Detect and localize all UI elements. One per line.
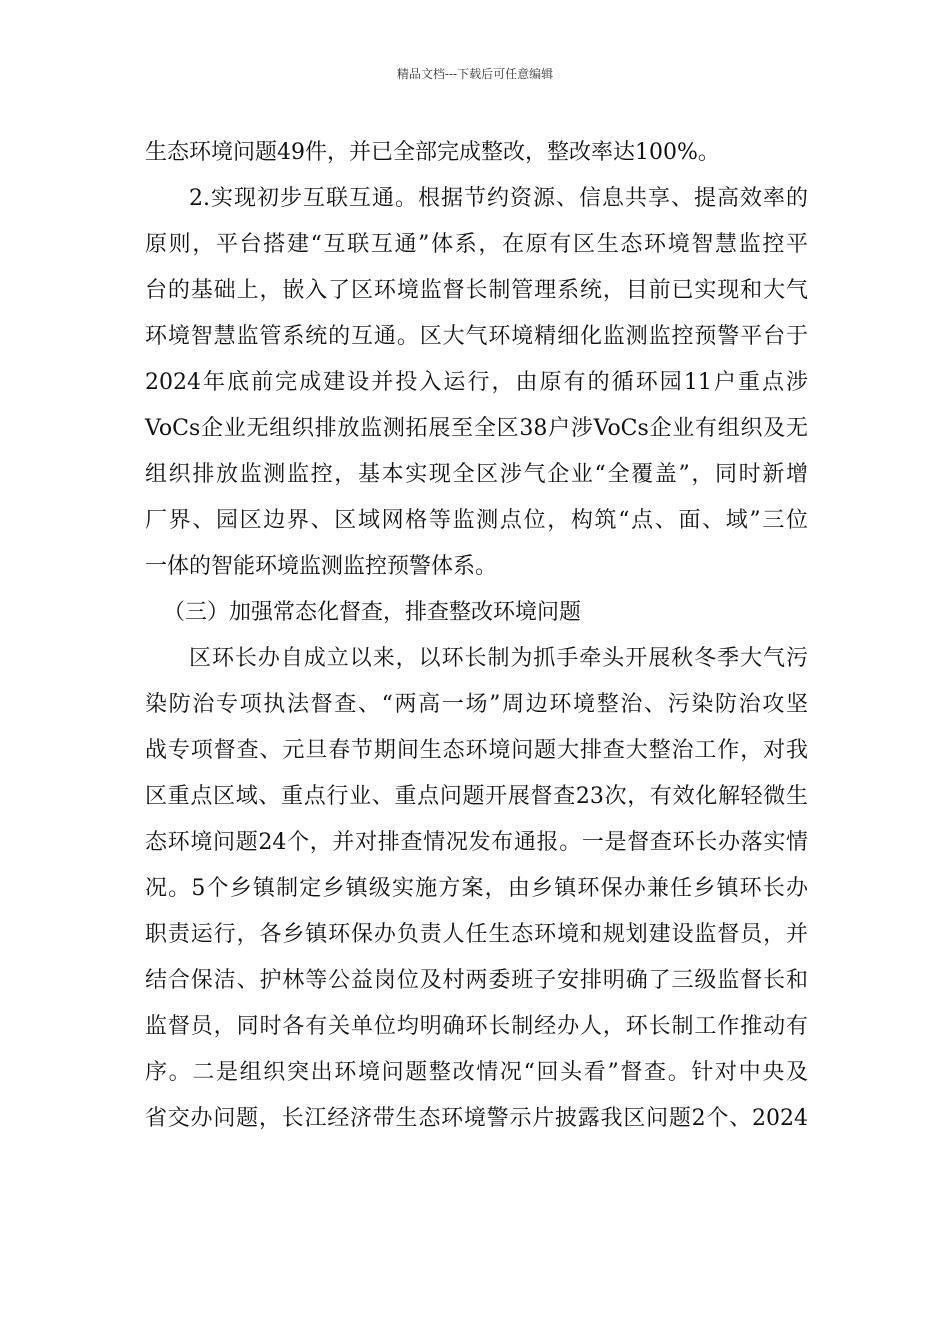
paragraph-line: 2.实现初步互联互通。根据节约资源、信息共享、提高效率的 xyxy=(189,186,808,211)
paragraph-line: 原则，平台搭建“互联互通”体系，在原有区生态环境智慧监控平 xyxy=(145,232,808,257)
section-heading: （三）加强常态化督查，排查整改环境问题 xyxy=(163,600,582,625)
paragraph-line: 区环长办自成立以来，以环长制为抓手牵头开展秋冬季大气污 xyxy=(189,646,808,671)
paragraph-line: 况。5个乡镇制定乡镇级实施方案，由乡镇环保办兼任乡镇环长办 xyxy=(145,876,808,901)
paragraph-line: 生态环境问题49件，并已全部完成整改，整改率达100%。 xyxy=(145,140,720,165)
paragraph-line: 2024年底前完成建设并投入运行，由原有的循环园11户重点涉 xyxy=(145,370,808,395)
paragraph-line: 环境智慧监管系统的互通。区大气环境精细化监测监控预警平台于 xyxy=(145,324,808,349)
paragraph-line: 台的基础上，嵌入了区环境监督长制管理系统，目前已实现和大气 xyxy=(145,278,808,303)
paragraph-line: 态环境问题24个，并对排查情况发布通报。一是督查环长办落实情 xyxy=(145,830,808,855)
paragraph-line: 区重点区域、重点行业、重点问题开展督查23次，有效化解轻微生 xyxy=(145,784,808,809)
paragraph-line: 厂界、园区边界、区域网格等监测点位，构筑“点、面、域”三位 xyxy=(145,508,808,533)
paragraph-line: 职责运行，各乡镇环保办负责人任生态环境和规划建设监督员，并 xyxy=(145,922,808,947)
paragraph-line: VoCs企业无组织排放监测拓展至全区38户涉VoCs企业有组织及无 xyxy=(145,416,808,441)
paragraph-line: 染防治专项执法督查、“两高一场”周边环境整治、污染防治攻坚 xyxy=(145,692,808,717)
paragraph-line: 省交办问题，长江经济带生态环境警示片披露我区问题2个、2024 xyxy=(145,1106,808,1131)
document-body xyxy=(145,130,808,1142)
paragraph-line: 组织排放监测监控，基本实现全区涉气企业“全覆盖”，同时新增 xyxy=(145,462,808,487)
paragraph-line: 战专项督查、元旦春节期间生态环境问题大排查大整治工作，对我 xyxy=(145,738,808,763)
paragraph-line: 结合保洁、护林等公益岗位及村两委班子安排明确了三级监督长和 xyxy=(145,968,808,993)
paragraph-line: 监督员，同时各有关单位均明确环长制经办人，环长制工作推动有 xyxy=(145,1014,808,1039)
paragraph-line: 序。二是组织突出环境问题整改情况“回头看”督查。针对中央及 xyxy=(145,1060,808,1085)
page-header: 精品文档---下载后可任意编辑 xyxy=(396,67,554,81)
paragraph-line: 一体的智能环境监测监控预警体系。 xyxy=(145,554,498,579)
